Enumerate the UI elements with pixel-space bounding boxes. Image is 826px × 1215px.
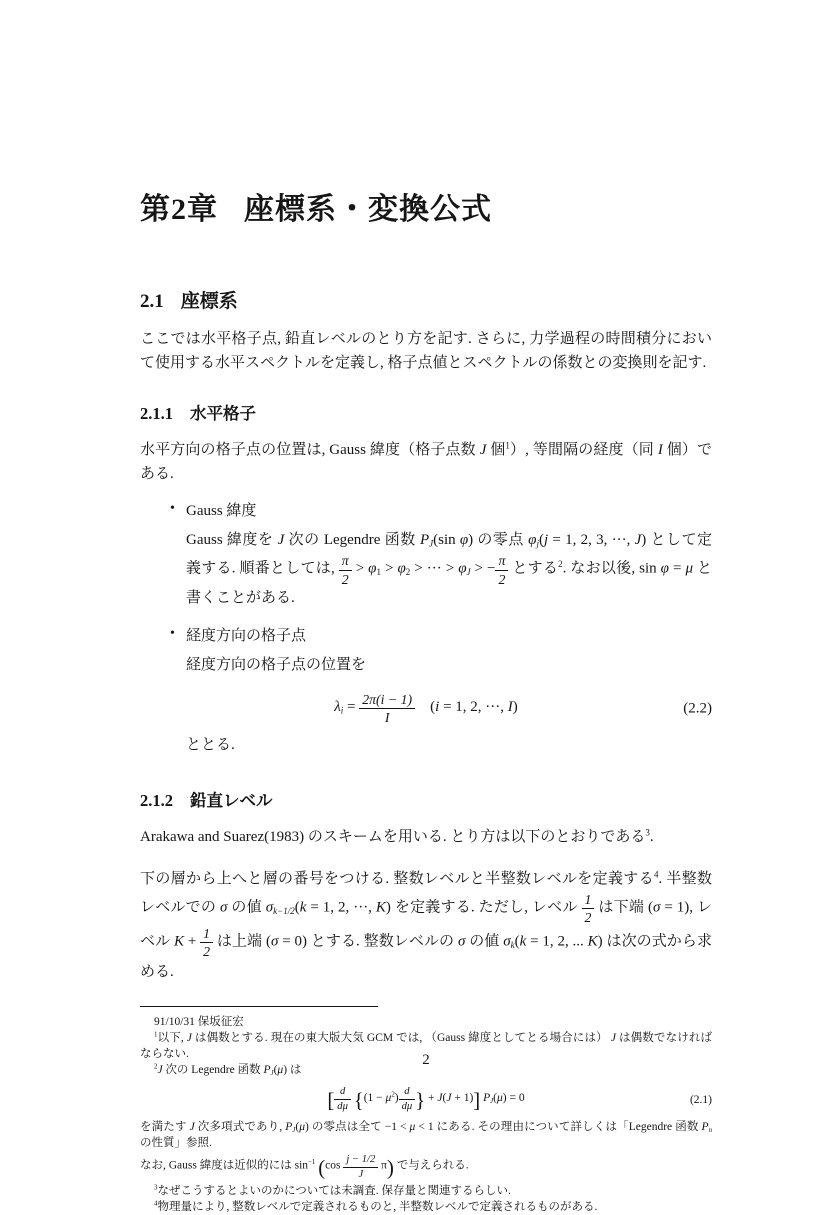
bullet-body: 経度方向の格子点の位置を [186,656,367,673]
section-2-1-heading [140,286,712,313]
bullet-label: 経度方向の格子点 [186,627,307,644]
subsection-title: 鉛直レベル [190,791,273,811]
footnote-2-continuation: を満たす J 次多項式であり, $P_J(\mu)$ の零点は全て −1 < μ < 1 にある. その理由について詳しくは「Legendre 函数 $P_n$ の性質」参照. [140,1120,713,1149]
subsection-2-1-1-lead: 水平方向の格子点の位置は, Gauss 緯度（格子点数 J 個$^1$）, 等間隔の経度（同 I 個）である. [140,440,712,482]
bullet-icon: • [170,501,175,517]
equation-2-1 [140,1086,712,1113]
section-title: 座標系 [180,291,238,312]
subsection-title: 水平格子 [190,403,256,423]
footnote-2-intro: $^2$J 次の Legendre 函数 $P_J(\mu)$ は [154,1063,302,1078]
equation-expression: $\lambda_i$ = $\frac{2\pi(i - 1)}{I}$ (i = 1, 2, ···, I) [334,691,518,726]
section-2-1-intro: ここでは水平格子点, 鉛直レベルのとり方を記す. さらに, 力学過程の時間積分において使用する水平スペクトルを定義し, 格子点値とスペクトルの係数との変換則を記す. [140,331,712,372]
list-item [140,500,712,611]
footnote-2-note: なお, Gauss 緯度は近似的には $\sin^{-1} (\cos$ $\frac{j - 1/2}{J}$ π) で与えられる. [140,1154,469,1180]
footnote-1: $^1$以下, J は偶数とする. 現在の東大版大気 GCM では, （Gauss 緯度としてとる場合には） J は偶数でなければならない. [140,1031,713,1061]
subsection-number: 2.1.1 [140,403,173,423]
chapter-title: 座標系・変換公式 [244,193,492,226]
bullet-icon: • [170,625,175,641]
section-number: 2.1 [140,291,164,312]
equation-2-2 [140,692,712,726]
subsection-2-1-2-paragraph-1: Arakawa and Suarez(1983) のスキームを用いる. とり方は以下のとおりである$^3$. [140,827,654,846]
subsection-2-1-2-paragraph-2: 下の層から上へと層の番号をつける. 整数レベルと半整数レベルを定義する$^4$. 半整数レベルでの σ の値 $\sigma_{k-1/2}(k = 1$, 2, ···, K) を定義する. ただし, レベル $\frac{1}{2}$ は下端 (σ = 1), レベル K + $\frac{1}{2}$ は上端 (σ = 0) とする. 整数レベルの σ の値 $\sigma_k(k = 1$, 2, ... K) は次の式から求める. [140,869,712,980]
footnote-3: $^3$なぜこうするとよいのかについては未調査. 保存量と関連するらしい. [154,1184,511,1197]
chapter-number: 第2章 [140,193,218,226]
bullet-label: Gauss 緯度 [186,503,257,520]
equation-expression: [ $\frac{d}{d\mu}$ {$(1 - \mu^2)$ $\frac{d}{d\mu}$ } + J(J + 1)] $P_J(\mu) = 0$ [327,1086,525,1113]
equation-tag: (2.1) [689,1093,712,1106]
footnote-rule [140,1006,378,1007]
subsection-2-1-2-heading [140,787,712,811]
bullet-after-text: ととる. [186,736,235,753]
page-number: 2 [422,1052,430,1068]
bullet-list [140,500,712,757]
list-item [140,625,712,758]
subsection-number: 2.1.2 [140,791,173,811]
equation-tag: (2.2) [683,700,712,717]
chapter-heading [140,184,712,228]
footnote-date: 91/10/31 保坂征宏 [154,1015,244,1028]
footnotes-area [140,1006,712,1215]
footnote-4: $^4$物理量により, 整数レベルで定義されるものと, 半整数レベルで定義されるものがある. [154,1200,598,1213]
subsection-2-1-1-heading [140,400,712,424]
text-column [140,0,712,1215]
bullet-body: Gauss 緯度を J 次の Legendre 函数 $P_J(\sin$ φ) の零点 $\varphi_j(j = 1$, 2, 3, ···, J) として定義する. 順番としては, $\frac{\pi}{2}$ > $\varphi_1 > \varphi_2$ > ··· > $\varphi_J$ > − $\frac{\pi}{2}$ とする$^2$. なお以後, sin φ = μ と書くことがある. [186,532,712,606]
